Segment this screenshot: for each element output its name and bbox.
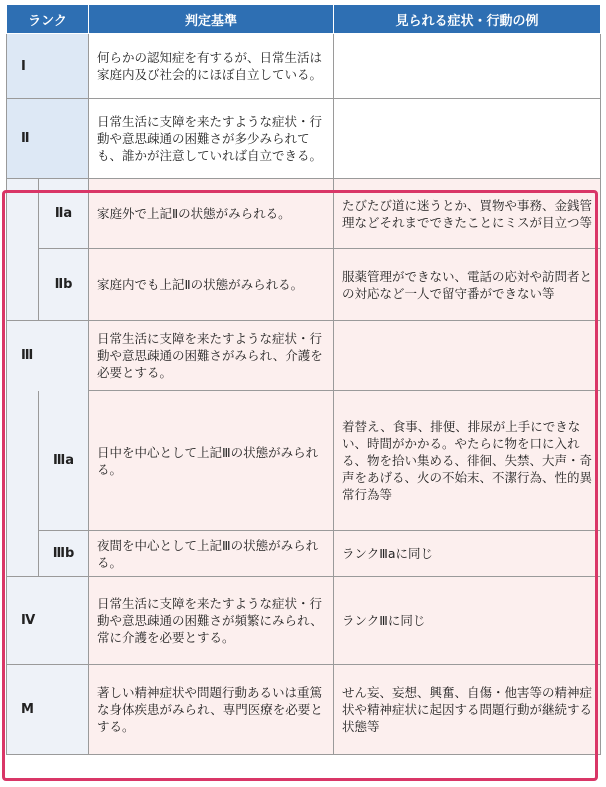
criteria-cell: 家庭外で上記Ⅱの状態がみられる。	[89, 179, 334, 249]
subrank-cell: Ⅲb	[39, 531, 89, 577]
header-rank: ランク	[7, 5, 89, 34]
rank-cell: Ⅱ	[7, 99, 89, 179]
criteria-cell: 日中を中心として上記Ⅲの状態がみられる。	[89, 391, 334, 531]
rank-group-cell	[7, 391, 39, 577]
criteria-cell: 日常生活に支障を来たすような症状・行動や意思疎通の困難さが頻繁にみられ、常に介護を必要とする。	[89, 577, 334, 665]
examples-cell: ランクⅢに同じ	[334, 577, 601, 665]
rank-cell: M	[7, 665, 89, 755]
table-row	[7, 99, 601, 179]
examples-cell	[334, 321, 601, 391]
rank-cell: Ⅲ	[7, 321, 89, 391]
header-row	[7, 5, 601, 34]
table-row	[7, 577, 601, 665]
table-row	[7, 531, 601, 577]
criteria-cell: 何らかの認知症を有するが、日常生活は家庭内及び社会的にほぼ自立している。	[89, 34, 334, 99]
criteria-cell: 夜間を中心として上記Ⅲの状態がみられる。	[89, 531, 334, 577]
table-row	[7, 321, 601, 391]
rank-cell: Ⅳ	[7, 577, 89, 665]
examples-cell	[334, 34, 601, 99]
dementia-rank-table	[6, 4, 601, 755]
rank-group-cell	[7, 179, 39, 321]
examples-cell: 服薬管理ができない、電話の応対や訪問者との対応など一人で留守番ができない等	[334, 249, 601, 321]
examples-cell: 着替え、食事、排便、排尿が上手にできない、時間がかかる。やたらに物を口に入れる、物を拾い集める、徘徊、失禁、大声・奇声をあげる、火の不始末、不潔行為、性的異常行為等	[334, 391, 601, 531]
table-row	[7, 391, 601, 531]
criteria-cell: 家庭内でも上記Ⅱの状態がみられる。	[89, 249, 334, 321]
header-criteria: 判定基準	[89, 5, 334, 34]
examples-cell: ランクⅢaに同じ	[334, 531, 601, 577]
table-row	[7, 249, 601, 321]
table-row	[7, 665, 601, 755]
header-examples: 見られる症状・行動の例	[334, 5, 601, 34]
table-row	[7, 34, 601, 99]
criteria-cell: 日常生活に支障を来たすような症状・行動や意思疎通の困難さが多少みられても、誰かが注意していれば自立できる。	[89, 99, 334, 179]
subrank-cell: Ⅲa	[39, 391, 89, 531]
examples-cell: せん妄、妄想、興奮、自傷・他害等の精神症状や精神症状に起因する問題行動が継続する状態等	[334, 665, 601, 755]
dementia-rank-table-container	[6, 4, 600, 784]
subrank-cell: Ⅱa	[39, 179, 89, 249]
criteria-cell: 日常生活に支障を来たすような症状・行動や意思疎通の困難さがみられ、介護を必要とする。	[89, 321, 334, 391]
examples-cell: たびたび道に迷うとか、買物や事務、金銭管理などそれまでできたことにミスが目立つ等	[334, 179, 601, 249]
subrank-cell: Ⅱb	[39, 249, 89, 321]
examples-cell	[334, 99, 601, 179]
rank-cell: Ⅰ	[7, 34, 89, 99]
table-row	[7, 179, 601, 249]
criteria-cell: 著しい精神症状や問題行動あるいは重篤な身体疾患がみられ、専門医療を必要とする。	[89, 665, 334, 755]
